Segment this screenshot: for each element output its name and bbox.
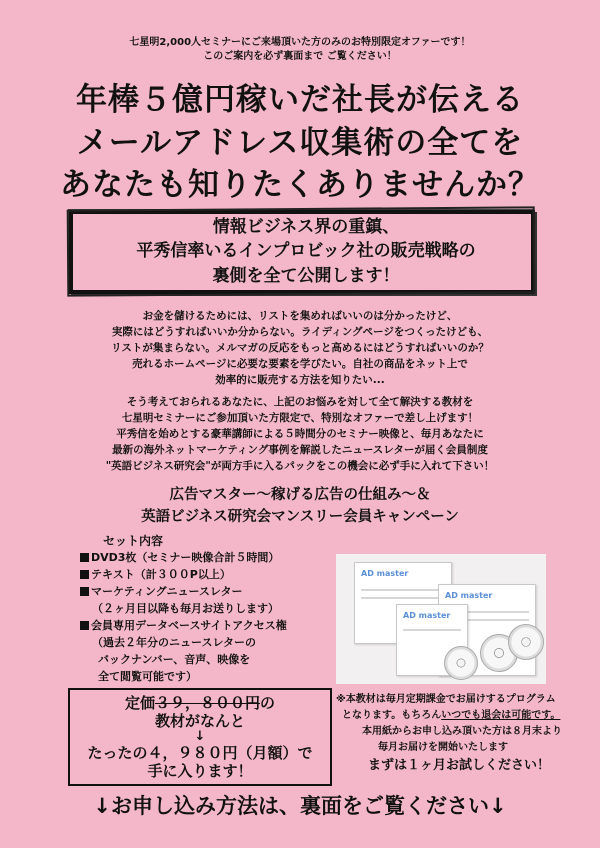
- note-line-2: となります。もちろんいつでも退会は可能です。: [342, 710, 561, 721]
- note-line-1: ※本教材は毎月定期課金でお届けするプログラム: [336, 694, 556, 705]
- square-bullet-icon: [80, 570, 89, 579]
- down-arrow-icon: ↓: [194, 729, 206, 744]
- price-line-4: 手に入ります！: [147, 762, 253, 780]
- regular-price-line: 定価３９，８００円の: [124, 694, 276, 712]
- regular-price: ３９，８００円: [154, 694, 260, 712]
- offer-title-line-1: 広告マスター～稼げる広告の仕組み～＆: [169, 487, 431, 503]
- trial-message: まずは１ヶ月お試しください！: [368, 758, 551, 773]
- set-item-text: テキスト（計３００P以上）: [80, 567, 231, 583]
- body-line: 最新の海外ネットマーケティング事例を解説したニュースレターが届く会員制度: [112, 444, 488, 456]
- framed-announcement: [69, 210, 535, 294]
- price-box: [68, 688, 332, 786]
- body-line: そう考えておられるあなたに、上記のお悩みを対して全て解決する教材を: [126, 396, 474, 408]
- price-line-2: 教材がなんと: [154, 712, 245, 730]
- announcement-line-1: 情報ビジネス界の重鎮、: [212, 217, 400, 237]
- set-item-newsletter: マーケティングニュースレター: [80, 584, 242, 600]
- notice-line-1: 七星明2,000人セミナーにご来場頂いた方のみのお特別限定オファーです！: [129, 37, 471, 48]
- headline-line-3: あなたも知りたくありませんか？: [60, 167, 540, 203]
- notice-line-2: このご案内を必ず裏面まで ご覧ください！: [203, 51, 397, 62]
- set-item-note: 全て閲覧可能です）: [98, 670, 197, 683]
- sale-price-line: たったの４，９８０円（月額）で: [87, 744, 313, 762]
- set-item-note: （２ヶ月目以降も毎月お送りします）: [92, 602, 279, 615]
- set-item-note: （過去２年分のニュースレターの: [92, 636, 257, 649]
- body-line: "英語ビジネス研究会"が両方手に入るパックをこの機会に必ず手に入れて下さい！: [105, 460, 495, 472]
- application-footer: ↓お申し込み方法は、裏面をご覧ください↓: [93, 794, 507, 818]
- announcement-line-2: 平秀信率いるインプロビック社の販売戦略の: [136, 241, 476, 261]
- body-line: 実際にはどうすればいいか分からない。ライディングページをつくったけども、: [111, 326, 489, 338]
- note-line-4: 毎月お届けを開始いたします: [378, 742, 508, 753]
- dvd-disc: [444, 646, 478, 680]
- dvd-disc: [508, 624, 544, 660]
- square-bullet-icon: [80, 553, 89, 562]
- body-line: 効率的に販売する方法を知りたい...: [215, 374, 385, 386]
- product-logo: AD master: [445, 591, 493, 600]
- body-line: 売れるホームページに必要な要素を学びたい。自社の商品をネット上で: [132, 358, 468, 370]
- set-item-note: バックナンバー、音声、映像を: [98, 653, 251, 666]
- product-logo: AD master: [403, 611, 451, 620]
- body-line: お金を儲けるためには、リストを集めればいいのは分かったけど、: [142, 310, 458, 322]
- note-line-3: 本用紙からお申し込み頂いた方は８月末より: [362, 726, 562, 737]
- announcement-line-3: 裏側を全て公開します！: [212, 266, 400, 286]
- set-contents-title: セット内容: [103, 534, 164, 548]
- set-item-dvd: DVD3枚（セミナー映像合計５時間）: [80, 550, 279, 566]
- body-line: リストが集まらない。メルマガの反応をもっと高めるにはどうすればいいのか？: [111, 342, 489, 354]
- product-photo: [336, 554, 546, 684]
- product-logo: AD master: [361, 569, 409, 578]
- body-line: 七星明セミナーにご参加頂いた方限定で、特別なオファーで差し上げます！: [121, 412, 479, 424]
- headline-line-1: 年棒５億円稼いだ社長が伝える: [76, 82, 524, 118]
- headline-line-2: メールアドレス収集術の全てを: [76, 125, 524, 161]
- body-line: 平秀信を始めとする豪華講師による５時間分のセミナー映像と、毎月あなたに: [116, 428, 484, 440]
- offer-title-line-2: 英語ビジネス研究会マンスリー会員キャンペーン: [141, 509, 459, 525]
- square-bullet-icon: [80, 587, 89, 596]
- set-item-database: 会員専用データベースサイトアクセス権: [80, 618, 287, 634]
- square-bullet-icon: [80, 621, 89, 630]
